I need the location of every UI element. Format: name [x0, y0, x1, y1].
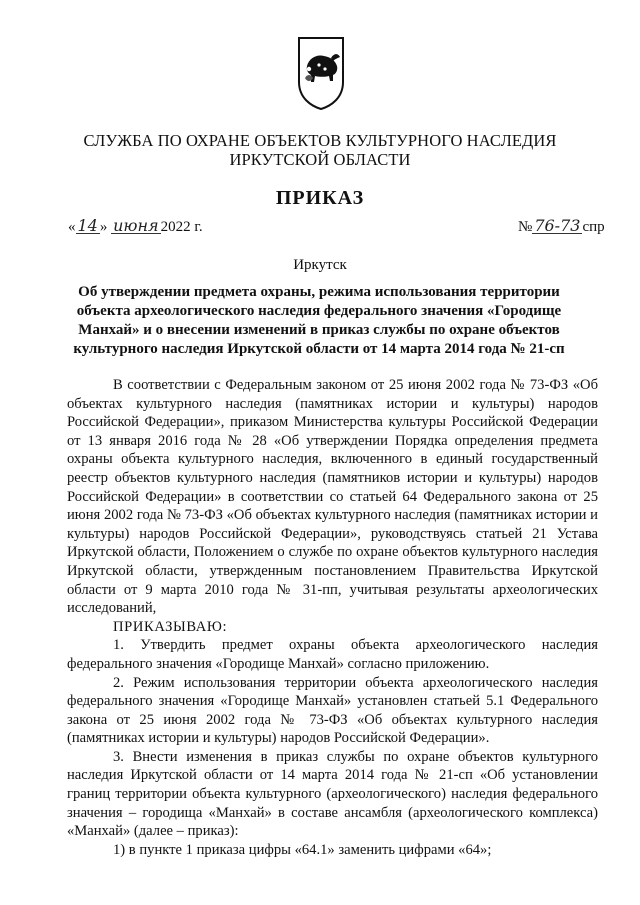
number-prefix: №	[518, 219, 533, 235]
document-body	[67, 376, 598, 859]
document-number	[518, 216, 605, 236]
document-title: ПРИКАЗ	[275, 187, 365, 209]
city-name: Иркутск	[293, 257, 347, 273]
org-name-line2: ИРКУТСКОЙ ОБЛАСТИ	[229, 150, 411, 169]
document-date	[68, 216, 203, 236]
org-name-line1: СЛУЖБА ПО ОХРАНЕ ОБЪЕКТОВ КУЛЬТУРНОГО НАСЛЕДИЯ	[83, 131, 557, 150]
order-word: ПРИКАЗЫВАЮ:	[113, 618, 228, 635]
date-year: 2022 г.	[160, 219, 203, 235]
item-paragraph-1: 1. Утвердить предмет охраны объекта археологического наследия федерального значения «Городище Манхай» согласно приложению.	[67, 637, 598, 672]
date-day: 14	[77, 216, 98, 235]
document-heading: Об утверждении предмета охраны, режима использования территории объекта археологического наследия федерального значения «Городище Манхай» и о внесении изменений в приказ службы по охране объектов культурного наследия Иркутской области от 14 марта 2014 года № 21-сп	[73, 284, 565, 357]
preamble-paragraph: В соответствии с Федеральным законом от 25 июня 2002 года № 73-ФЗ «Об объектах культурного наследия (памятниках истории и культуры) народов Российской Федерации», приказом Министерства культуры Российской Федерации от 13 января 2016 года № 28 «Об утверждении Порядка определения предмета охраны объекта культурного наследия, включенного в единый государственный реестр объектов культурного наследия (памятников истории и культуры) народов Российской Федерации» в соответствии со статьей 64 Федерального закона от 25 июня 2002 года № 73-ФЗ «Об объектах культурного наследия (памятниках истории и культуры) народов Российской Федерации», руководствуясь статьей 21 Устава Иркутской области, Положением о службе по охране объектов культурного наследия Иркутской области, утвержденным постановлением Правительства Иркутской области от 9 марта 2010 года № 31-пп, учитывая результаты археологических исследований,	[67, 377, 598, 617]
number-value: 76-73	[534, 216, 581, 235]
item-paragraph-2: 2. Режим использования территории объекта археологического наследия федерального значения «Городище Манхай» установлен статьей 5.1 Федерального закона от 25 июня 2002 года № 73-ФЗ «Об объектах культурного наследия (памятниках истории и культуры) народов Российской Федерации».	[67, 674, 598, 747]
date-open-quote: «	[68, 219, 76, 235]
irkutsk-coat-of-arms-icon	[297, 36, 345, 110]
item-paragraph-3: 3. Внести изменения в приказ службы по охране объектов культурного наследия Иркутской области от 14 марта 2014 года № 21-сп «Об установлении границ территории объекта культурного (археологического) наследия федерального значения – городища «Манхай» в составе ансамбля (археологического комплекса) «Манхай» (далее – приказ):	[67, 748, 598, 840]
number-suffix: спр	[582, 219, 605, 235]
date-close-quote: »	[99, 219, 108, 235]
date-month: июня	[113, 216, 159, 235]
item-paragraph-4: 1) в пункте 1 приказа цифры «64.1» заменить цифрами «64»;	[113, 841, 492, 858]
